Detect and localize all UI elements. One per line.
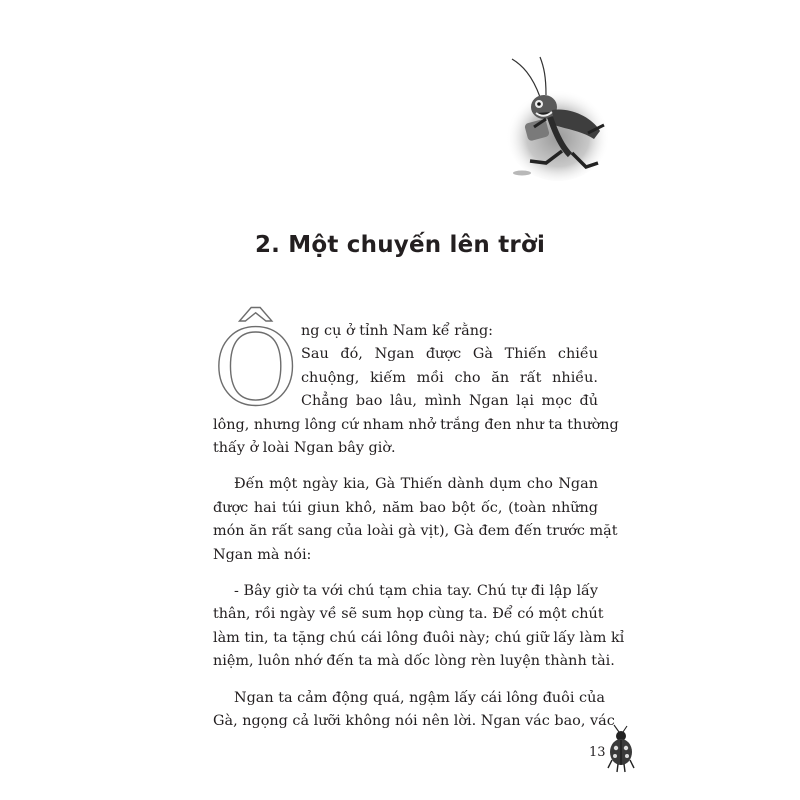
chapter-title: 2. Một chuyến lên trời <box>254 232 546 258</box>
text-line: Chẳng bao lâu, mình Ngan lại mọc đủ <box>301 393 598 410</box>
text-line: thân, rồi ngày về sẽ sum họp cùng ta. Để có một chút <box>213 606 604 623</box>
text-line: - Bây giờ ta với chú tạm chia tay. Chú tự đi lập lấy <box>234 583 598 600</box>
text-line: Gà, ngọng cả lưỡi không nói nên lời. Ngan vác bao, vác <box>213 713 615 730</box>
text-line: ng cụ ở tỉnh Nam kể rằng: <box>301 323 494 339</box>
text-line: Đến một ngày kia, Gà Thiến dành dụm cho Ngan <box>234 476 598 493</box>
text-line: được hai túi giun khô, năm bao bột ốc, (toàn những <box>213 499 598 516</box>
text-line: chuộng, kiếm mồi cho ăn rất nhiều. <box>301 369 598 386</box>
body-text <box>213 320 625 734</box>
paragraph-2 <box>213 473 618 567</box>
text-line: Sau đó, Ngan được Gà Thiến chiều <box>301 346 598 363</box>
text-line: Ngan ta cảm động quá, ngậm lấy cái lông đuôi của <box>234 689 605 706</box>
text-line: món ăn rất sang của loài gà vịt), Gà đem đến trước mặt <box>213 523 618 540</box>
ladybug-illustration <box>606 724 636 774</box>
paragraph-1 <box>213 320 619 460</box>
page-number: 13 <box>589 745 606 760</box>
text-line: thấy ở loài Ngan bây giờ. <box>213 440 396 457</box>
paragraph-3 <box>213 580 625 674</box>
drop-cap-letter: Ô <box>213 307 299 429</box>
grasshopper-illustration <box>500 55 615 185</box>
paragraph-4 <box>213 687 615 734</box>
text-line: lông, nhưng lông cứ nham nhở trắng đen như ta thường <box>213 416 619 433</box>
text-line: làm tin, ta tặng chú cái lông đuôi này; chú giữ lấy làm kỉ <box>213 629 625 646</box>
text-line: niệm, luôn nhớ đến ta mà dốc lòng rèn luyện thành tài. <box>213 653 615 670</box>
text-line: Ngan mà nói: <box>213 546 312 563</box>
